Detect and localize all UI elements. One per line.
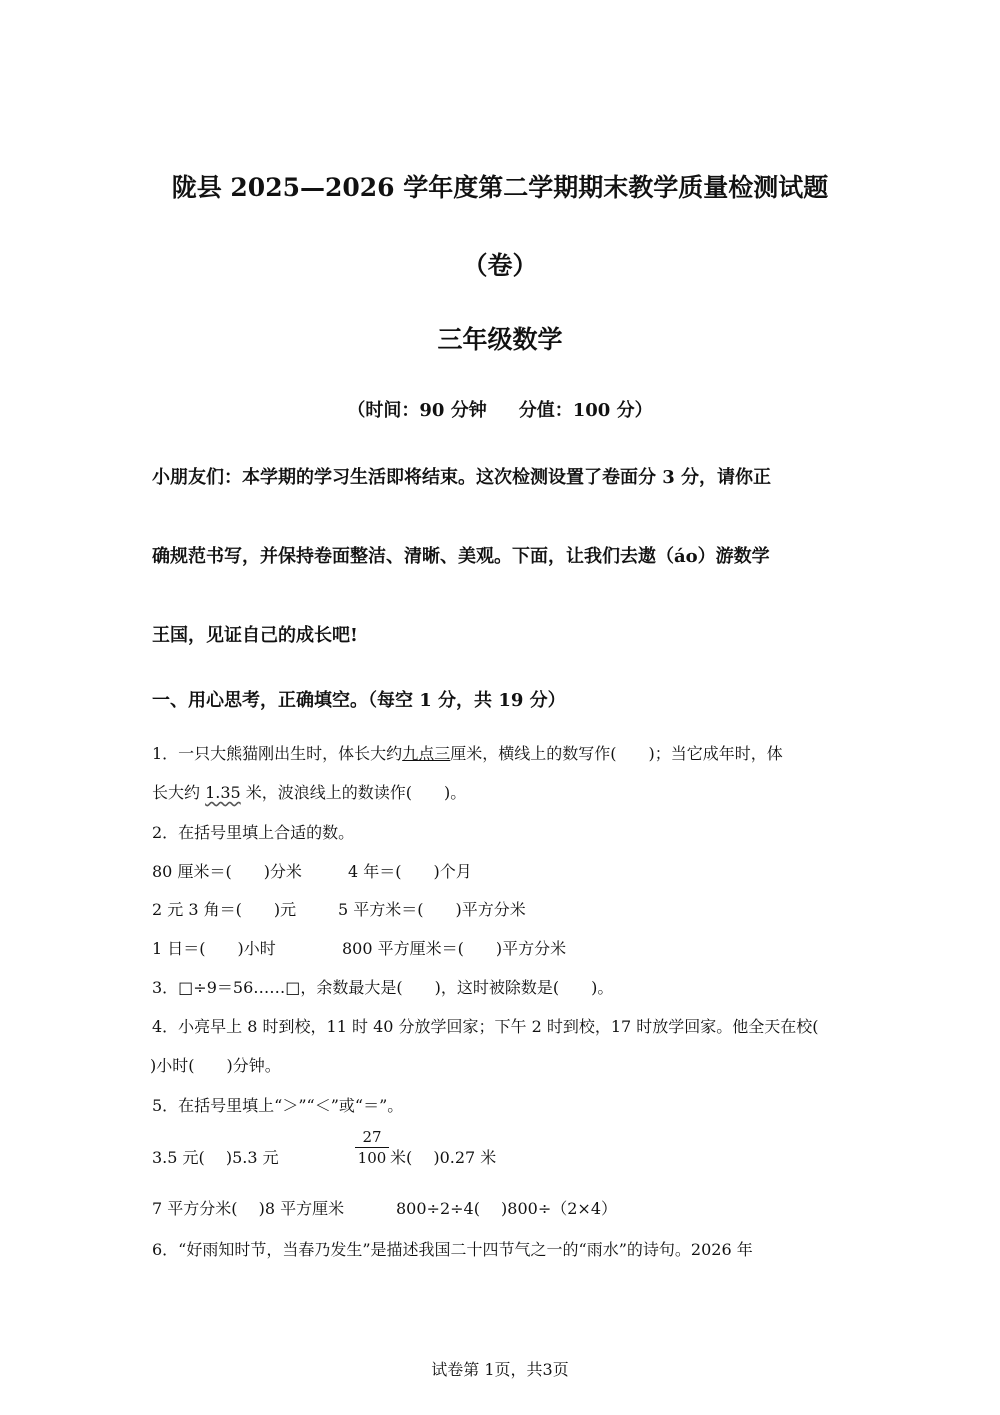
- q1-text-c: 长大约: [152, 783, 206, 802]
- q2-item: 80 厘米＝( )分米: [152, 862, 302, 881]
- q2-item: 5 平方米＝( )平方分米: [338, 900, 526, 919]
- question-4-line-2: )小时( )分钟。: [150, 1056, 281, 1075]
- fraction-denominator: 100: [357, 1149, 387, 1167]
- q1-wavy-number: 1.35: [205, 783, 241, 802]
- exam-title-suffix: （卷）: [462, 251, 538, 280]
- subject-title: 三年级数学: [437, 325, 563, 354]
- question-5-stem: 5．在括号里填上“＞”“＜”或“＝”。: [152, 1096, 404, 1115]
- intro-line-2: 确规范书写，并保持卷面整洁、清晰、美观。下面，让我们去遨（áo）游数学: [152, 546, 770, 567]
- q1-text-b: 厘米，横线上的数写作( )；当它成年时，体: [450, 744, 783, 763]
- question-1-line-1: [152, 741, 783, 764]
- section-heading-fill-blank: 一、用心思考，正确填空。（每空 1 分，共 19 分）: [152, 690, 566, 711]
- exam-time: （时间：90 分钟: [347, 400, 487, 421]
- q1-text-d: 米，波浪线上的数读作( )。: [240, 783, 467, 802]
- q1-text-a: 1．一只大熊猫刚出生时，体长大约: [152, 744, 403, 763]
- intro-line-3: 王国，见证自己的成长吧!: [152, 625, 358, 646]
- q5-item: 米( )0.27 米: [390, 1148, 497, 1167]
- exam-meta: [0, 396, 1000, 422]
- q2-item: 800 平方厘米＝( )平方分米: [342, 939, 567, 958]
- q5-item: 800÷2÷4( )800÷（2×4）: [396, 1199, 617, 1218]
- q2-item: 1 日＝( )小时: [152, 939, 276, 958]
- question-1-line-2: [152, 780, 466, 803]
- exam-title: 陇县 2025—2026 学年度第二学期期末教学质量检测试题: [171, 173, 829, 202]
- q2-item: 4 年＝( )个月: [348, 862, 472, 881]
- q1-underlined-number: 九点三: [402, 744, 451, 763]
- q2-item: 2 元 3 角＝( )元: [152, 900, 297, 919]
- q5-fraction: [355, 1128, 389, 1167]
- question-3: 3．□÷9＝56……□，余数最大是( )，这时被除数是( )。: [152, 978, 614, 997]
- intro-line-1: 小朋友们：本学期的学习生活即将结束。这次检测设置了卷面分 3 分，请你正: [152, 467, 772, 488]
- question-2-stem: 2．在括号里填上合适的数。: [152, 823, 355, 842]
- question-4-line-1: 4．小亮早上 8 时到校，11 时 40 分放学回家；下午 2 时到校，17 时放学回家。他全天在校(: [152, 1017, 819, 1036]
- question-6-line-1: 6．“好雨知时节，当春乃发生”是描述我国二十四节气之一的“雨水”的诗句。2026 年: [152, 1240, 753, 1259]
- q5-item: 7 平方分米( )8 平方厘米: [152, 1199, 345, 1218]
- q5-item: 3.5 元( )5.3 元: [152, 1148, 279, 1167]
- page-footer: 试卷第 1页，共3页: [431, 1360, 569, 1379]
- exam-score: 分值：100 分）: [518, 400, 653, 421]
- fraction-numerator: 27: [355, 1128, 389, 1148]
